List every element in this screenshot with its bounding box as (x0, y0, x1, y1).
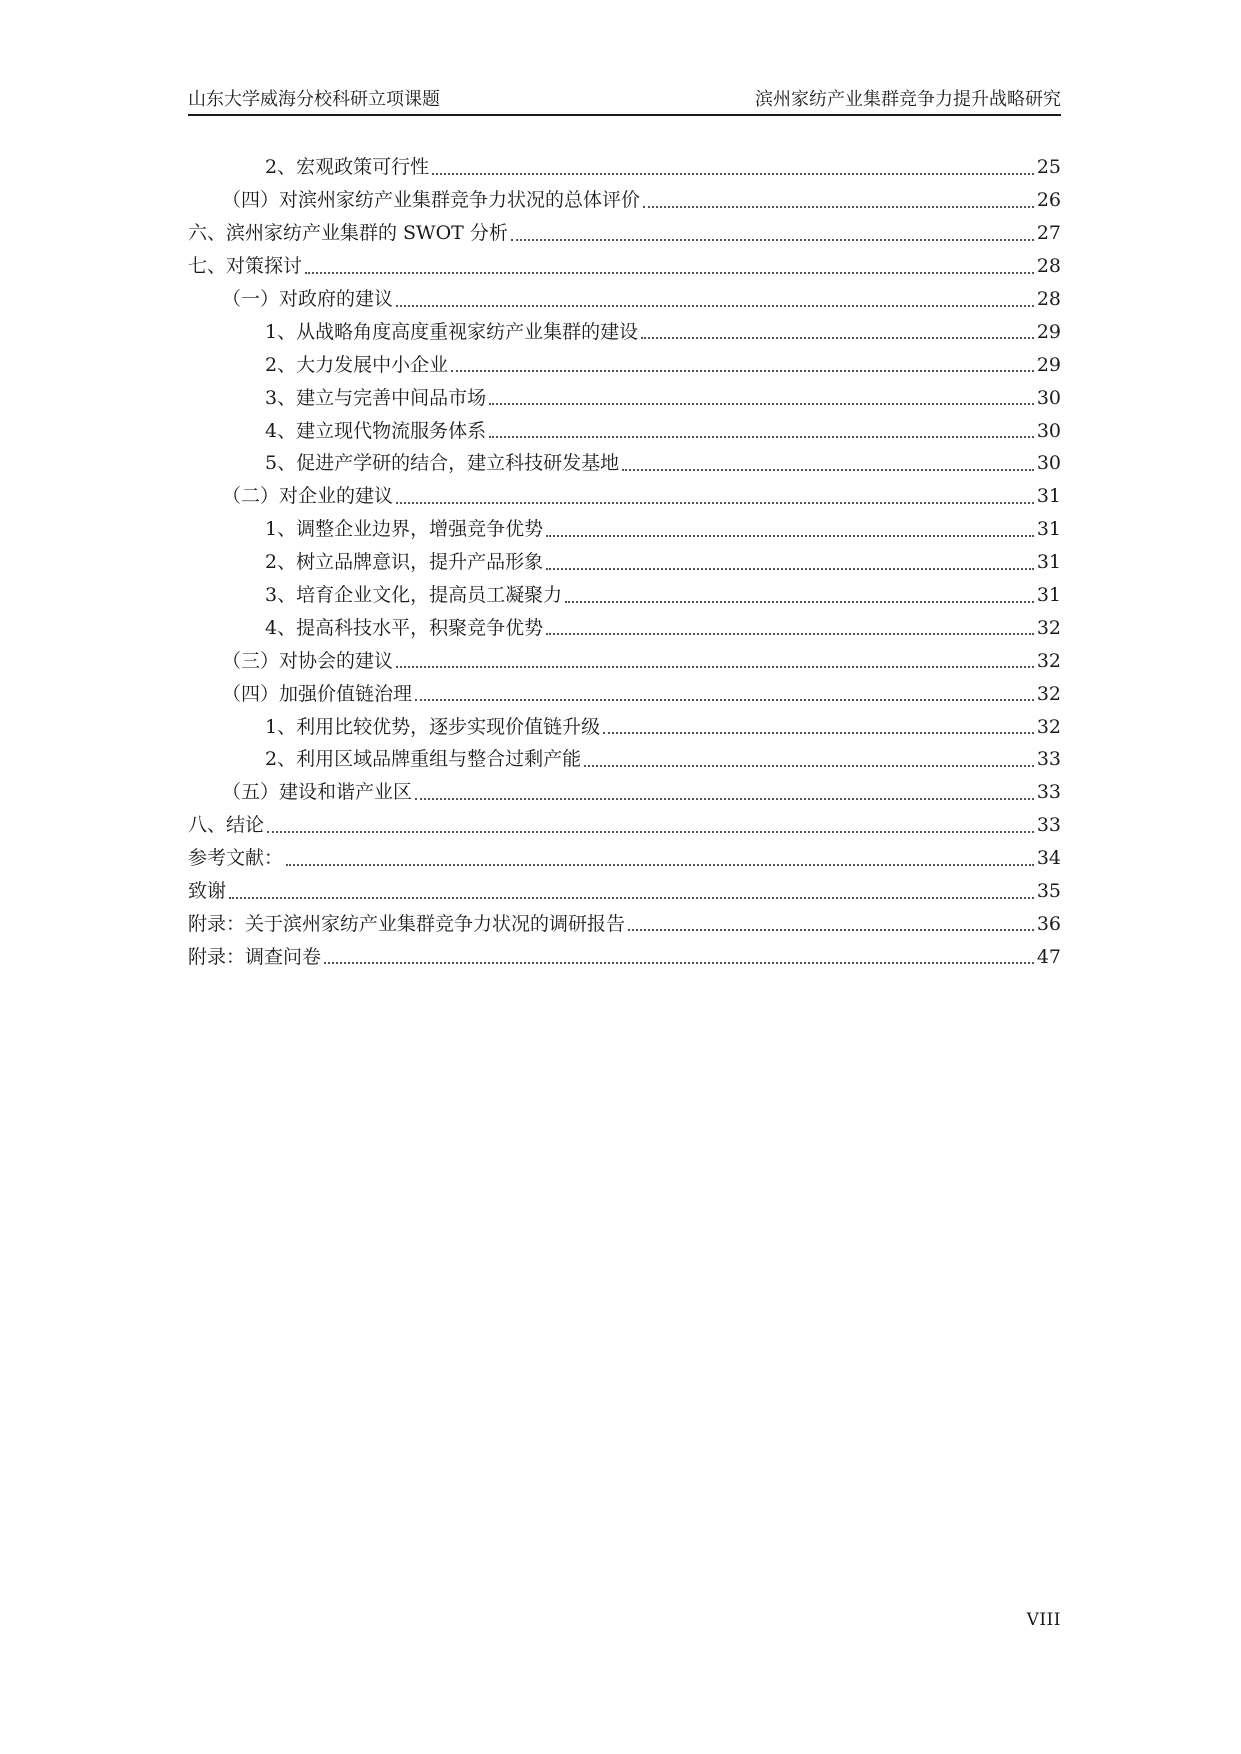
toc-entry-page: 31 (1036, 551, 1061, 574)
toc-entry[interactable] (188, 315, 1061, 348)
toc-entry-page: 30 (1036, 419, 1061, 442)
toc-dot-leader (584, 765, 1034, 767)
toc-entry-title: （四）对滨州家纺产业集群竞争力状况的总体评价 (222, 189, 641, 212)
toc-entry-page: 31 (1036, 518, 1061, 541)
toc-entry-title: 八、结论 (188, 814, 265, 837)
toc-entry-title: 六、滨州家纺产业集群的 SWOT 分析 (188, 222, 508, 245)
toc-entry[interactable] (188, 842, 1061, 875)
toc-entry-title: （一）对政府的建议 (222, 288, 394, 310)
toc-entry-page: 29 (1036, 353, 1061, 376)
toc-dot-leader (546, 535, 1034, 537)
toc-entry-page: 32 (1036, 682, 1061, 705)
toc-entry-page: 25 (1036, 156, 1061, 179)
toc-entry[interactable] (188, 940, 1061, 973)
toc-entry-title: （五）建设和谐产业区 (222, 781, 413, 804)
toc-entry-page: 33 (1036, 781, 1061, 804)
toc-entry-title: 2、大力发展中小企业 (265, 353, 449, 376)
toc-entry[interactable] (188, 644, 1061, 677)
toc-entry-page: 29 (1036, 320, 1061, 343)
toc-dot-leader (415, 798, 1034, 800)
toc-entry[interactable] (188, 184, 1061, 217)
page-header (188, 84, 1061, 116)
toc-entry-title: 附录：调查问卷 (188, 945, 322, 968)
toc-entry-title: 参考文献： (188, 847, 284, 870)
toc-dot-leader (622, 469, 1034, 471)
toc-entry[interactable] (188, 381, 1061, 414)
toc-entry[interactable] (188, 809, 1061, 842)
toc-dot-leader (432, 173, 1034, 175)
toc-dot-leader (415, 699, 1034, 701)
toc-entry-page: 32 (1036, 649, 1061, 672)
toc-entry[interactable] (188, 875, 1061, 908)
toc-entry-title: 1、调整企业边界，增强竞争优势 (265, 518, 544, 541)
toc-entry-page: 31 (1036, 584, 1061, 607)
toc-entry-title: （三）对协会的建议 (222, 649, 394, 672)
toc-entry[interactable] (188, 250, 1061, 283)
toc-entry[interactable] (188, 151, 1061, 184)
toc-entry[interactable] (188, 776, 1061, 809)
toc-entry[interactable] (188, 283, 1061, 316)
toc-entry[interactable] (188, 348, 1061, 381)
toc-entry[interactable] (188, 611, 1061, 644)
toc-entry-title: 1、从战略角度高度重视家纺产业集群的建设 (265, 320, 639, 343)
toc-entry[interactable] (188, 513, 1061, 546)
toc-entry-title: （二）对企业的建议 (222, 485, 394, 508)
toc-dot-leader (305, 272, 1034, 274)
toc-dot-leader (511, 239, 1034, 241)
toc-dot-leader (565, 601, 1034, 603)
toc-entry-title: （四）加强价值链治理 (222, 682, 413, 705)
toc-entry-title: 5、促进产学研的结合，建立科技研发基地 (265, 452, 620, 475)
toc-entry-page: 27 (1036, 222, 1061, 245)
toc-entry-title: 2、利用区域品牌重组与整合过剩产能 (265, 748, 582, 771)
toc-entry[interactable] (188, 414, 1061, 447)
toc-dot-leader (489, 436, 1034, 438)
toc-dot-leader (603, 732, 1034, 734)
toc-entry[interactable] (188, 677, 1061, 710)
toc-entry[interactable] (188, 447, 1061, 480)
toc-entry-page: 35 (1036, 880, 1061, 903)
toc-entry-title: 附录：关于滨州家纺产业集群竞争力状况的调研报告 (188, 912, 626, 935)
toc-entry-title: 2、树立品牌意识，提升产品形象 (265, 551, 544, 574)
toc-dot-leader (396, 305, 1034, 307)
toc-dot-leader (396, 666, 1034, 668)
toc-entry-page: 33 (1036, 814, 1061, 837)
toc-entry[interactable] (188, 907, 1061, 940)
toc-entry-page: 31 (1036, 485, 1061, 508)
toc-dot-leader (396, 502, 1034, 504)
toc-entry-page: 28 (1036, 255, 1061, 278)
toc-entry-title: 3、培育企业文化，提高员工凝聚力 (265, 584, 563, 607)
header-left-title: 山东大学威海分校科研立项课题 (188, 89, 440, 110)
toc-entry[interactable] (188, 710, 1061, 743)
toc-entry-title: 4、建立现代物流服务体系 (265, 419, 487, 442)
toc-dot-leader (489, 403, 1034, 405)
toc-dot-leader (628, 929, 1034, 931)
toc-dot-leader (229, 897, 1034, 899)
header-right-title: 滨州家纺产业集群竞争力提升战略研究 (755, 89, 1061, 110)
toc-entry[interactable] (188, 217, 1061, 250)
toc-entry-title: 3、建立与完善中间品市场 (265, 386, 487, 409)
toc-dot-leader (546, 633, 1034, 635)
toc-dot-leader (546, 568, 1034, 570)
toc-dot-leader (286, 864, 1034, 866)
toc-dot-leader (324, 962, 1034, 964)
toc-dot-leader (451, 370, 1034, 372)
toc-entry[interactable] (188, 579, 1061, 612)
toc-entry-page: 26 (1036, 189, 1061, 212)
toc-entry-page: 33 (1036, 748, 1061, 771)
toc-entry-page: 47 (1036, 945, 1061, 968)
toc-entry[interactable] (188, 743, 1061, 776)
toc-dot-leader (641, 337, 1034, 339)
toc-entry-page: 28 (1036, 288, 1061, 310)
table-of-contents (188, 151, 1061, 973)
toc-dot-leader (643, 206, 1034, 208)
toc-entry-page: 36 (1036, 912, 1061, 935)
toc-entry-title: 2、宏观政策可行性 (265, 156, 430, 179)
toc-entry-title: 致谢 (188, 880, 227, 903)
toc-entry-title: 4、提高科技水平，积聚竞争优势 (265, 616, 544, 639)
toc-entry-title: 七、对策探讨 (188, 255, 303, 278)
toc-entry-page: 32 (1036, 616, 1061, 639)
toc-entry-title: 1、利用比较优势，逐步实现价值链升级 (265, 715, 601, 738)
toc-entry[interactable] (188, 480, 1061, 513)
toc-entry-page: 30 (1036, 452, 1061, 475)
toc-entry[interactable] (188, 546, 1061, 579)
toc-entry-page: 30 (1036, 386, 1061, 409)
toc-entry-page: 34 (1036, 847, 1061, 870)
toc-entry-page: 32 (1036, 715, 1061, 738)
toc-dot-leader (267, 831, 1034, 833)
page-number: VIII (1026, 1610, 1061, 1630)
